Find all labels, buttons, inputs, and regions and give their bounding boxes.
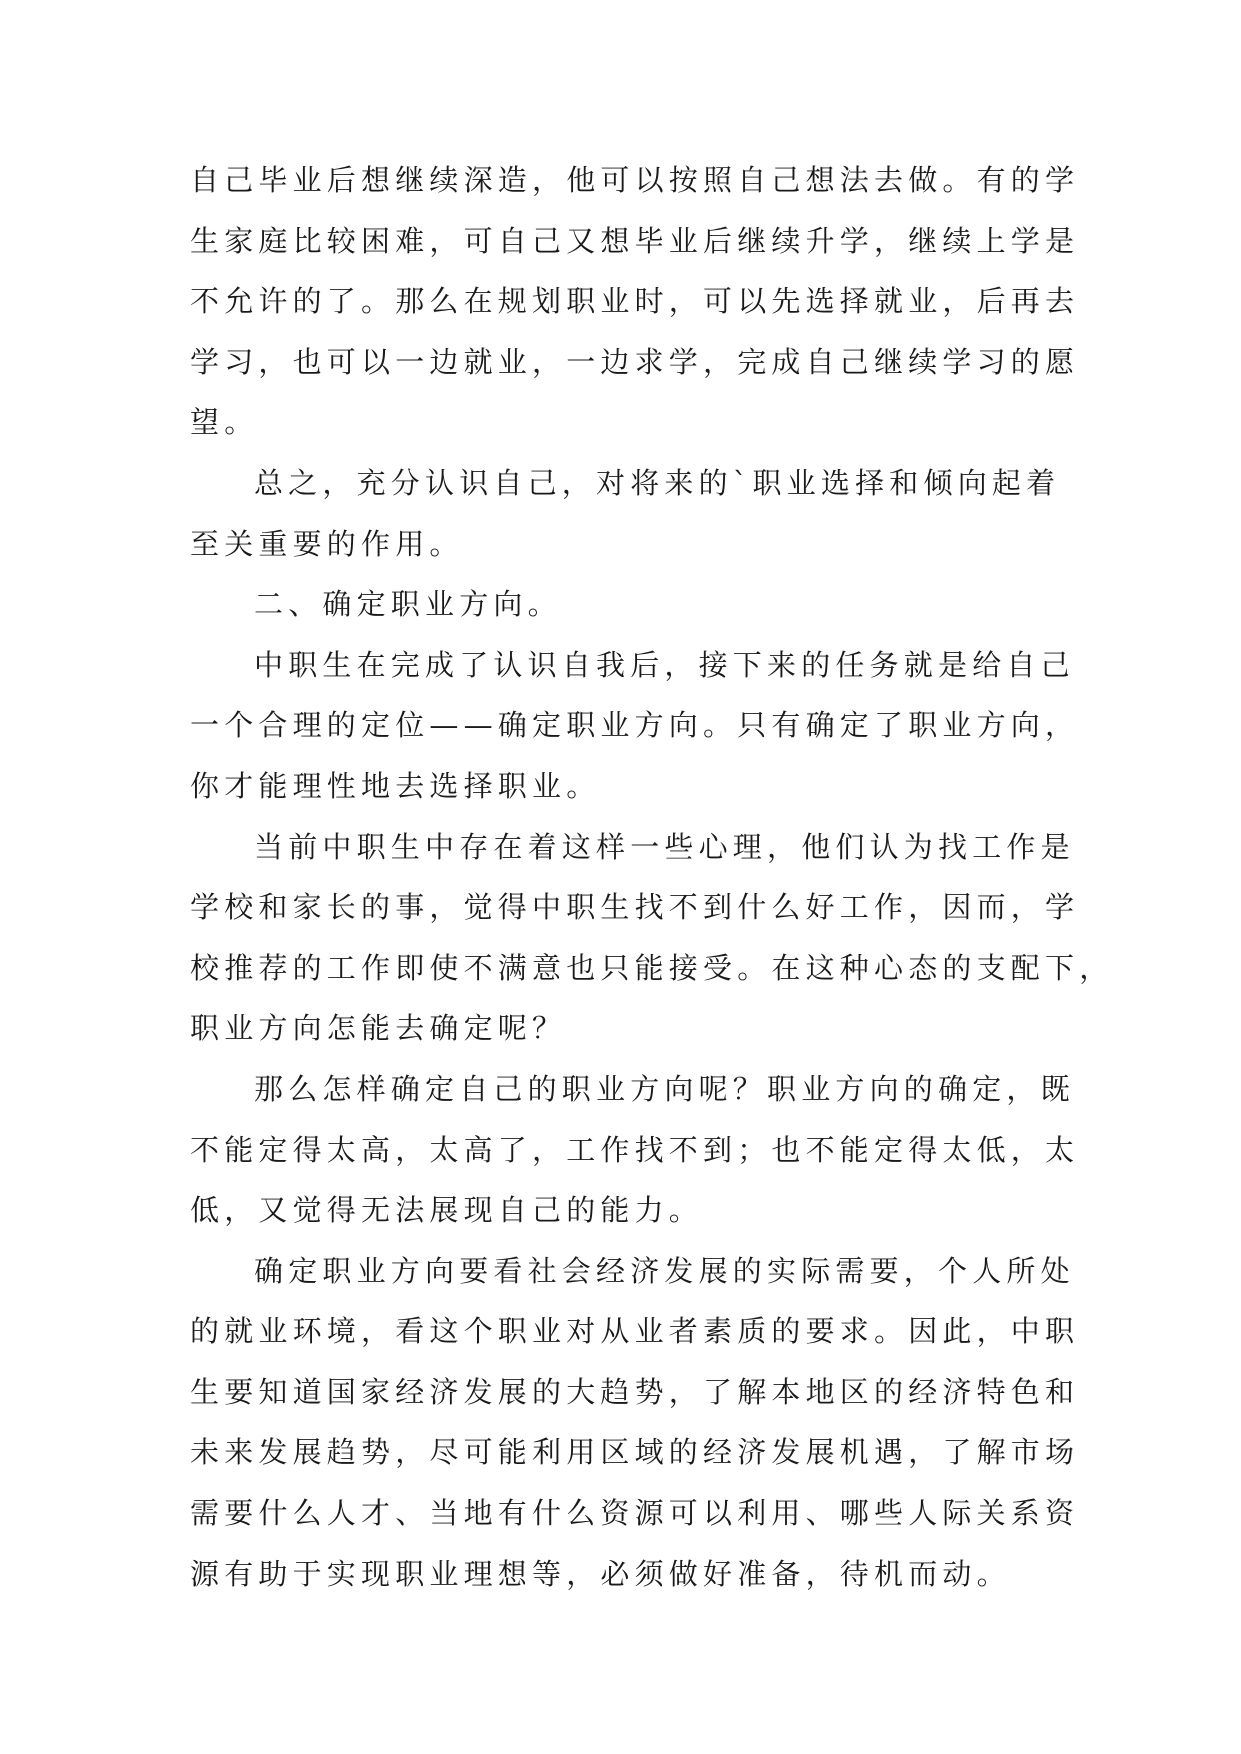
paragraph-start-line: 那么怎样确定自己的职业方向呢？职业方向的确定，既 [254, 1071, 1075, 1106]
section-heading: 二、确定职业方向。 [254, 587, 562, 622]
text-line: 需要什么人才、当地有什么资源可以利用、哪些人际关系资 [190, 1496, 1080, 1531]
text-line: 学校和家长的事，觉得中职生找不到什么好工作，因而，学 [190, 890, 1080, 925]
text-line: 的就业环境，看这个职业对从业者素质的要求。因此，中职 [190, 1314, 1080, 1349]
text-line: 校推荐的工作即使不满意也只能接受。在这种心态的支配下， [190, 950, 1114, 985]
paragraph-start-line: 中职生在完成了认识自我后，接下来的任务就是给自己 [254, 647, 1075, 682]
text-line: 源有助于实现职业理想等，必须做好准备，待机而动。 [190, 1556, 1011, 1591]
body-text [190, 150, 1114, 1604]
text-line: 你才能理性地去选择职业。 [190, 768, 601, 803]
text-line: 一个合理的定位——确定职业方向。只有确定了职业方向， [190, 708, 1080, 743]
text-line: 生家庭比较困难，可自己又想毕业后继续升学，继续上学是 [190, 223, 1080, 258]
text-line: 未来发展趋势，尽可能利用区域的经济发展机遇，了解市场 [190, 1435, 1080, 1470]
text-line: 生要知道国家经济发展的大趋势，了解本地区的经济特色和 [190, 1374, 1080, 1409]
text-line: 职业方向怎能去确定呢？ [190, 1011, 567, 1046]
text-line: 学习，也可以一边就业，一边求学，完成自己继续学习的愿 [190, 344, 1080, 379]
paragraph-start-line: 当前中职生中存在着这样一些心理，他们认为找工作是 [254, 829, 1075, 864]
text-line: 低，又觉得无法展现自己的能力。 [190, 1193, 704, 1228]
paragraph-start-line: 确定职业方向要看社会经济发展的实际需要，个人所处 [254, 1253, 1075, 1288]
text-line: 望。 [190, 405, 259, 440]
text-line: 自己毕业后想继续深造，他可以按照自己想法去做。有的学 [190, 163, 1080, 197]
text-line: 至关重要的作用。 [190, 526, 464, 561]
text-line: 不允许的了。那么在规划职业时，可以先选择就业，后再去 [190, 284, 1080, 319]
text-line: 不能定得太高，太高了，工作找不到；也不能定得太低，太 [190, 1132, 1080, 1167]
paragraph-start-line: 总之，充分认识自己，对将来的`职业选择和倾向起着 [254, 465, 1061, 500]
